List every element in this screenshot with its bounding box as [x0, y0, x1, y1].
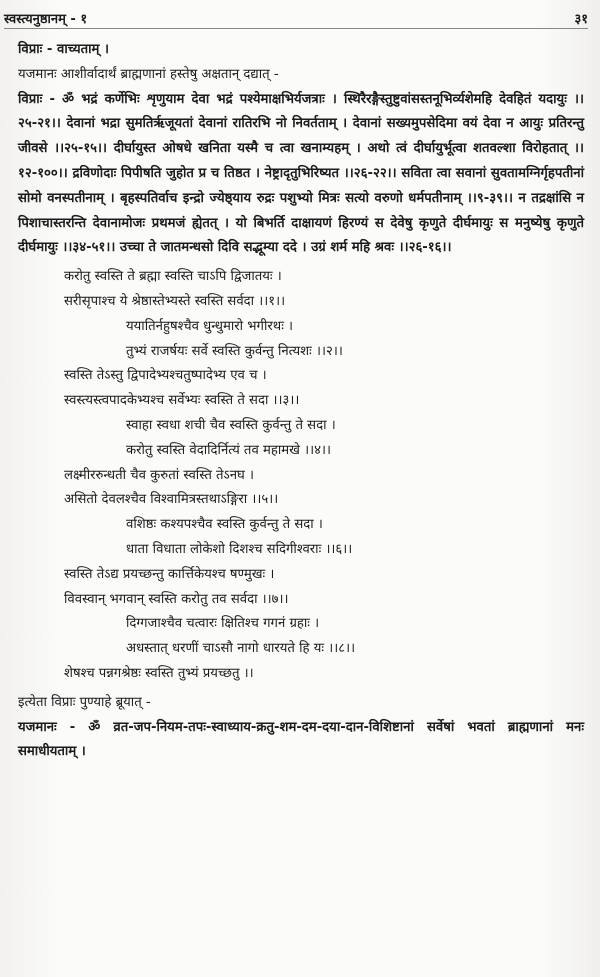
verse-line: सरीसृपाश्च ये श्रेष्ठास्तेभ्यस्ते स्वस्ति सर्वदा ।।१।। — [64, 293, 286, 309]
page-number: ३१ — [574, 12, 588, 27]
running-title: स्वस्त्यनुष्ठानम् - १ — [4, 12, 88, 27]
mantra-paragraph: विप्राः - ॐ भद्रं कर्णेभिः शृणुयाम देवा भद्रं पश्येमाक्षभिर्यजत्राः । स्थिरैरङ्गैस्तुष्टुवांसस्तनूभिर्व्यशेमहि देवहितं यदायुः ।।२५-२१।। देवानां भद्रा सुमतिर्ऋजूयतां देवानां रातिरभि नो निवर्तताम् । देवानां सख्यमुपसेदिमा वयं देवा न आयुः प्रतिरन्तु जीवसे ।।२५-१५।। दीर्घायुस्त ओषधे खनिता यस्मै च त्वा खनाम्यहम् । अथो त्वं दीर्घायुर्भूत्वा शतवल्शा विरोहतात् ।।१२-१००।। द्रविणोदाः पिपीषति जुहोत प्र च तिष्ठत । नेष्ट्रादृतुभिरिष्यत ।।२६-२२।। सविता त्वा सवानां सुवतामग्निर्गृहपतीनां सोमो वनस्पतीनाम् । बृहस्पतिर्वाच इन्द्रो ज्येष्ठ्याय रुद्रः पशुभ्यो मित्रः सत्यो वरुणो धर्मपतीनाम् ।।९-३९।। न तद्रक्षांसि न पिशाचास्तरन्ति देवानामोजः प्रथमजं ह्येतत् । यो बिभर्ति दाक्षायणं हिरण्यं स देवेषु कृणुते दीर्घमायुः स मनुष्येषु कृणुते दीर्घमायुः ।।३४-५१।। उच्चा ते जातमन्धसो दिवि सद्भूम्या ददे । उग्रं शर्म महि श्रवः ।।२६-१६।। — [18, 91, 584, 256]
verse-line: लक्ष्मीररुन्धती चैव कुरुतां स्वस्ति तेऽनघ । — [64, 467, 255, 483]
verse-block — [18, 265, 584, 687]
verse-line: करोतु स्वस्ति वेदादिर्नित्यं तव महामखे ।।४।। — [126, 442, 331, 458]
page-header — [4, 8, 588, 29]
verse-line: दिग्गजाश्चैव चत्वारः क्षितिश्च गगनं ग्रहाः । — [126, 616, 320, 632]
verse-line: स्वस्ति तेऽस्तु द्विपादेभ्यश्चतुष्पादेभ्य एव च । — [64, 368, 267, 384]
verse-line: करोतु स्वस्ति ते ब्रह्मा स्वस्ति चाऽपि द्विजातयः । — [64, 269, 282, 285]
verse-line: तुभ्यं राजर्षयः सर्वे स्वस्ति कुर्वन्तु नित्यशः ।।२।। — [126, 343, 343, 359]
verse-line: अधस्तात् धरणीं चाऽसौ नागो धारयते हि यः ।।८।। — [126, 641, 356, 657]
verse-line: स्वाहा स्वधा शची चैव स्वस्ति कुर्वन्तु ते सदा । — [126, 417, 336, 433]
verse-line: धाता विधाता लोकेशो दिशश्च सदिगीश्वराः ।।६।। — [126, 541, 353, 557]
final-paragraph: यजमानः - ॐ व्रत-जप-नियम-तपः-स्वाध्याय-क्रतु-शम-दम-दया-दान-विशिष्टानां सर्वेषां भवतां ब्राह्मणानां मनः समाधीयताम् । — [18, 719, 584, 760]
verse-line: स्वस्ति तेऽद्य प्रयच्छन्तु कार्त्तिकेयश्च षण्मुखः । — [64, 566, 275, 582]
verse-line: असितो देवलश्चैव विश्वामित्रस्तथाऽङ्गिरा ।।५।। — [64, 492, 279, 508]
verse-line: शेषश्च पन्नगश्रेष्ठः स्वस्ति तुभ्यं प्रयच्छतु ।। — [64, 665, 254, 681]
verse-line: स्वस्त्यस्त्वपादकेभ्यश्च सर्वेभ्यः स्वस्ति ते सदा ।।३।। — [64, 393, 300, 409]
text-line: विप्राः - वाच्यताम् । — [18, 42, 110, 57]
verse-line: वशिष्ठः कश्यपश्चैव स्वस्ति कुर्वन्तु ते सदा । — [126, 517, 323, 533]
text-line: यजमानः आशीर्वादार्थं ब्राह्मणानां हस्तेषु अक्षतान् दद्यात् - — [18, 66, 279, 82]
verse-line: विवस्वान् भगवान् स्वस्ति करोतु तव सर्वदा ।।७।। — [64, 591, 289, 607]
verse-line: ययातिर्नहुषश्चैव धुन्धुमारो भगीरथः । — [126, 318, 294, 334]
page-content — [18, 38, 584, 765]
text-line: इत्येता विप्राः पुण्याहे ब्रूयात् - — [18, 694, 151, 710]
